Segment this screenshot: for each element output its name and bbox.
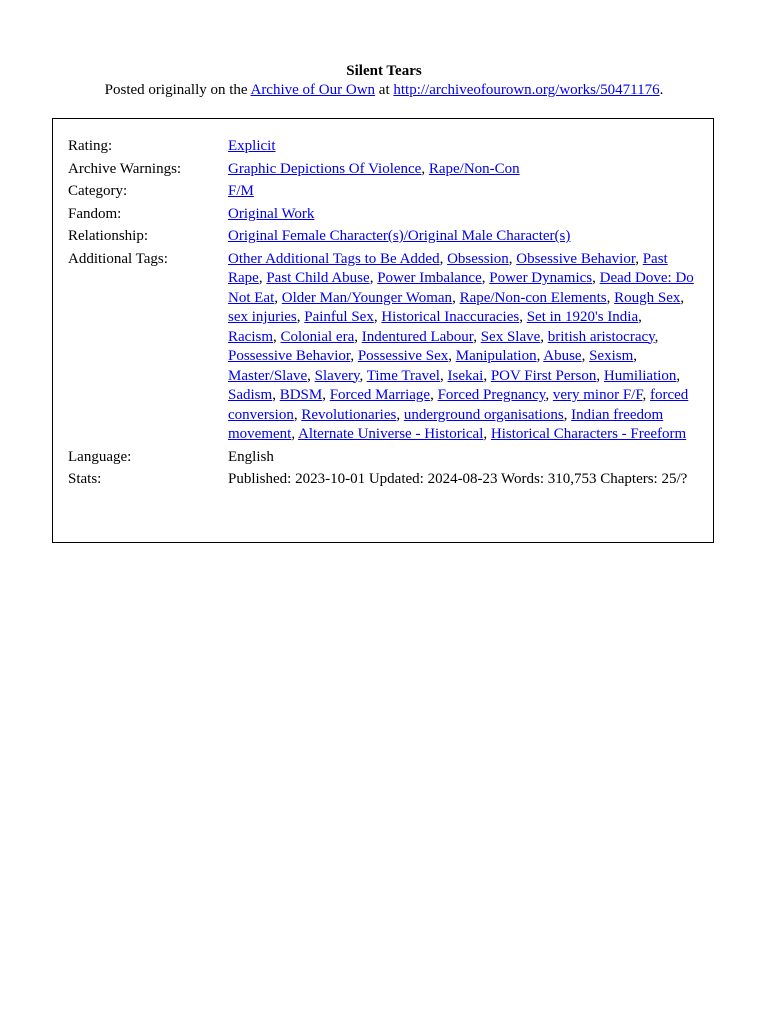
tags-link[interactable]: Possessive Sex [357,348,449,364]
tags-link[interactable]: Power Imbalance [377,270,482,286]
rating-links [228,137,694,160]
tags-link[interactable]: Power Dynamics [489,270,593,286]
stats-value: Published: 2023-10-01 Updated: 2024-08-23 Words: 310,753 Chapters: 25/? [228,471,688,487]
tags-row [68,250,694,448]
tags-link[interactable]: Colonial era [280,328,355,345]
tags-link[interactable]: Past Rape [228,250,668,286]
tags-link[interactable]: Older Man/Younger Woman [281,289,453,306]
archive-link[interactable]: Archive of Our Own [250,82,376,98]
relationship-row [68,227,694,250]
tags-links: Other Additional Tags to Be Added, Obsession, Obsessive Behavior, Past Rape, Past Child Abuse, Power Imbalance, Power Dynamics, Dead Dove: Do Not Eat, Older Man/Younger Woman, Rape/Non-con Elements, Rough Sex, sex injuries, Painful Sex, Historical Inaccuracies, Set in 1920's India, Racism, Colonial era, Indentured Labour, Sex Slave, british aristocracy, Possessive Behavior, Possessive Sex, Manipulation, Abuse, Sexism, Master/Slave, Slavery, Time Travel, Isekai, POV First Person, Humiliation, Sadism, BDSM, Forced Marriage, Forced Pregnancy, very minor F/F, forced conversion, Revolutionaries, underground organisations, Indian freedom movement, Alternate Universe - Historical, Historical Characters - Freeform [228,250,694,442]
tags-link[interactable]: Historical Inaccuracies [381,309,520,325]
tags-link[interactable]: Other Additional Tags to Be Added [228,250,440,267]
posted-mid: at [375,82,394,98]
tags-link[interactable]: Indian freedom movement [228,406,664,442]
stats-row [68,470,694,493]
fandom-link[interactable]: Original Work [228,205,315,222]
tags-link[interactable]: very minor F/F [552,387,643,403]
language-label: Language: [68,448,132,465]
tags-link[interactable]: Alternate Universe - Historical [298,426,484,442]
category-link[interactable]: F/M [228,183,254,199]
warnings-link[interactable]: Graphic Depictions Of Violence [228,160,422,177]
category-row [68,182,694,205]
tags-link[interactable]: underground organisations [403,406,564,423]
warnings-links: Graphic Depictions Of Violence, Rape/Non-Con [228,160,520,177]
tags-link[interactable]: Humiliation [603,367,677,384]
tags-link[interactable]: Manipulation [455,348,537,364]
metadata-table [68,137,694,493]
rating-label: Rating: [68,138,113,154]
language-value: English [228,448,274,465]
fandom-label: Fandom: [68,205,122,222]
category-label: Category: [68,183,128,199]
tags-link[interactable]: Dead Dove: Do Not Eat [228,270,694,306]
tags-link[interactable]: Slavery [314,367,360,384]
tags-link[interactable]: british aristocracy [547,328,655,345]
tags-link[interactable]: Past Child Abuse [266,270,370,286]
fandom-links [228,205,694,228]
tags-link[interactable]: Painful Sex [304,309,374,325]
tags-link[interactable]: Abuse [543,348,582,364]
warnings-row [68,160,694,183]
work-title: Silent Tears [346,63,422,79]
tags-link[interactable]: sex injuries [228,309,297,325]
tags-link[interactable]: Obsessive Behavior [516,250,636,267]
rating-row [68,137,694,160]
work-url-link[interactable]: http://archiveofourown.org/works/50471176 [393,82,660,98]
category-links [228,182,694,205]
tags-link[interactable]: Sex Slave [480,328,541,345]
tags-link[interactable]: Racism [228,328,273,345]
metadata-box [52,118,714,543]
tags-link[interactable]: forced conversion [228,387,689,423]
tags-link[interactable]: Rough Sex [614,289,681,306]
tags-link[interactable]: Master/Slave [228,367,308,384]
tags-link[interactable]: Possessive Behavior [228,348,351,364]
posted-originally-line [0,81,768,100]
relationship-label: Relationship: [68,228,148,244]
fandom-row [68,205,694,228]
tags-link[interactable]: Time Travel [366,367,440,384]
rating-link[interactable]: Explicit [228,138,276,154]
tags-link[interactable]: Forced Pregnancy [437,387,546,403]
tags-link[interactable]: Set in 1920's India [526,309,639,325]
tags-link[interactable]: Sexism [589,348,634,364]
tags-link[interactable]: Indentured Labour [361,328,474,345]
tags-link[interactable]: Revolutionaries [301,406,397,423]
work-header [0,62,768,100]
tags-link[interactable]: Obsession [447,250,509,267]
stats-label: Stats: [68,471,102,487]
warnings-label: Archive Warnings: [68,160,182,177]
warnings-link[interactable]: Rape/Non-Con [428,160,520,177]
relationship-link[interactable]: Original Female Character(s)/Original Male Character(s) [228,228,571,244]
tags-link[interactable]: Sadism [228,387,273,403]
tags-link[interactable]: Rape/Non-con Elements [459,289,607,306]
tags-link[interactable]: Historical Characters - Freeform [490,426,687,442]
tags-link[interactable]: Isekai [447,367,484,384]
language-row [68,448,694,471]
relationship-links [228,227,694,250]
posted-suffix: . [659,82,664,98]
tags-link[interactable]: POV First Person [490,367,597,384]
tags-link[interactable]: BDSM [279,387,323,403]
tags-link[interactable]: Forced Marriage [329,387,431,403]
tags-label: Additional Tags: [68,250,168,267]
posted-prefix: Posted originally on the [104,82,251,98]
